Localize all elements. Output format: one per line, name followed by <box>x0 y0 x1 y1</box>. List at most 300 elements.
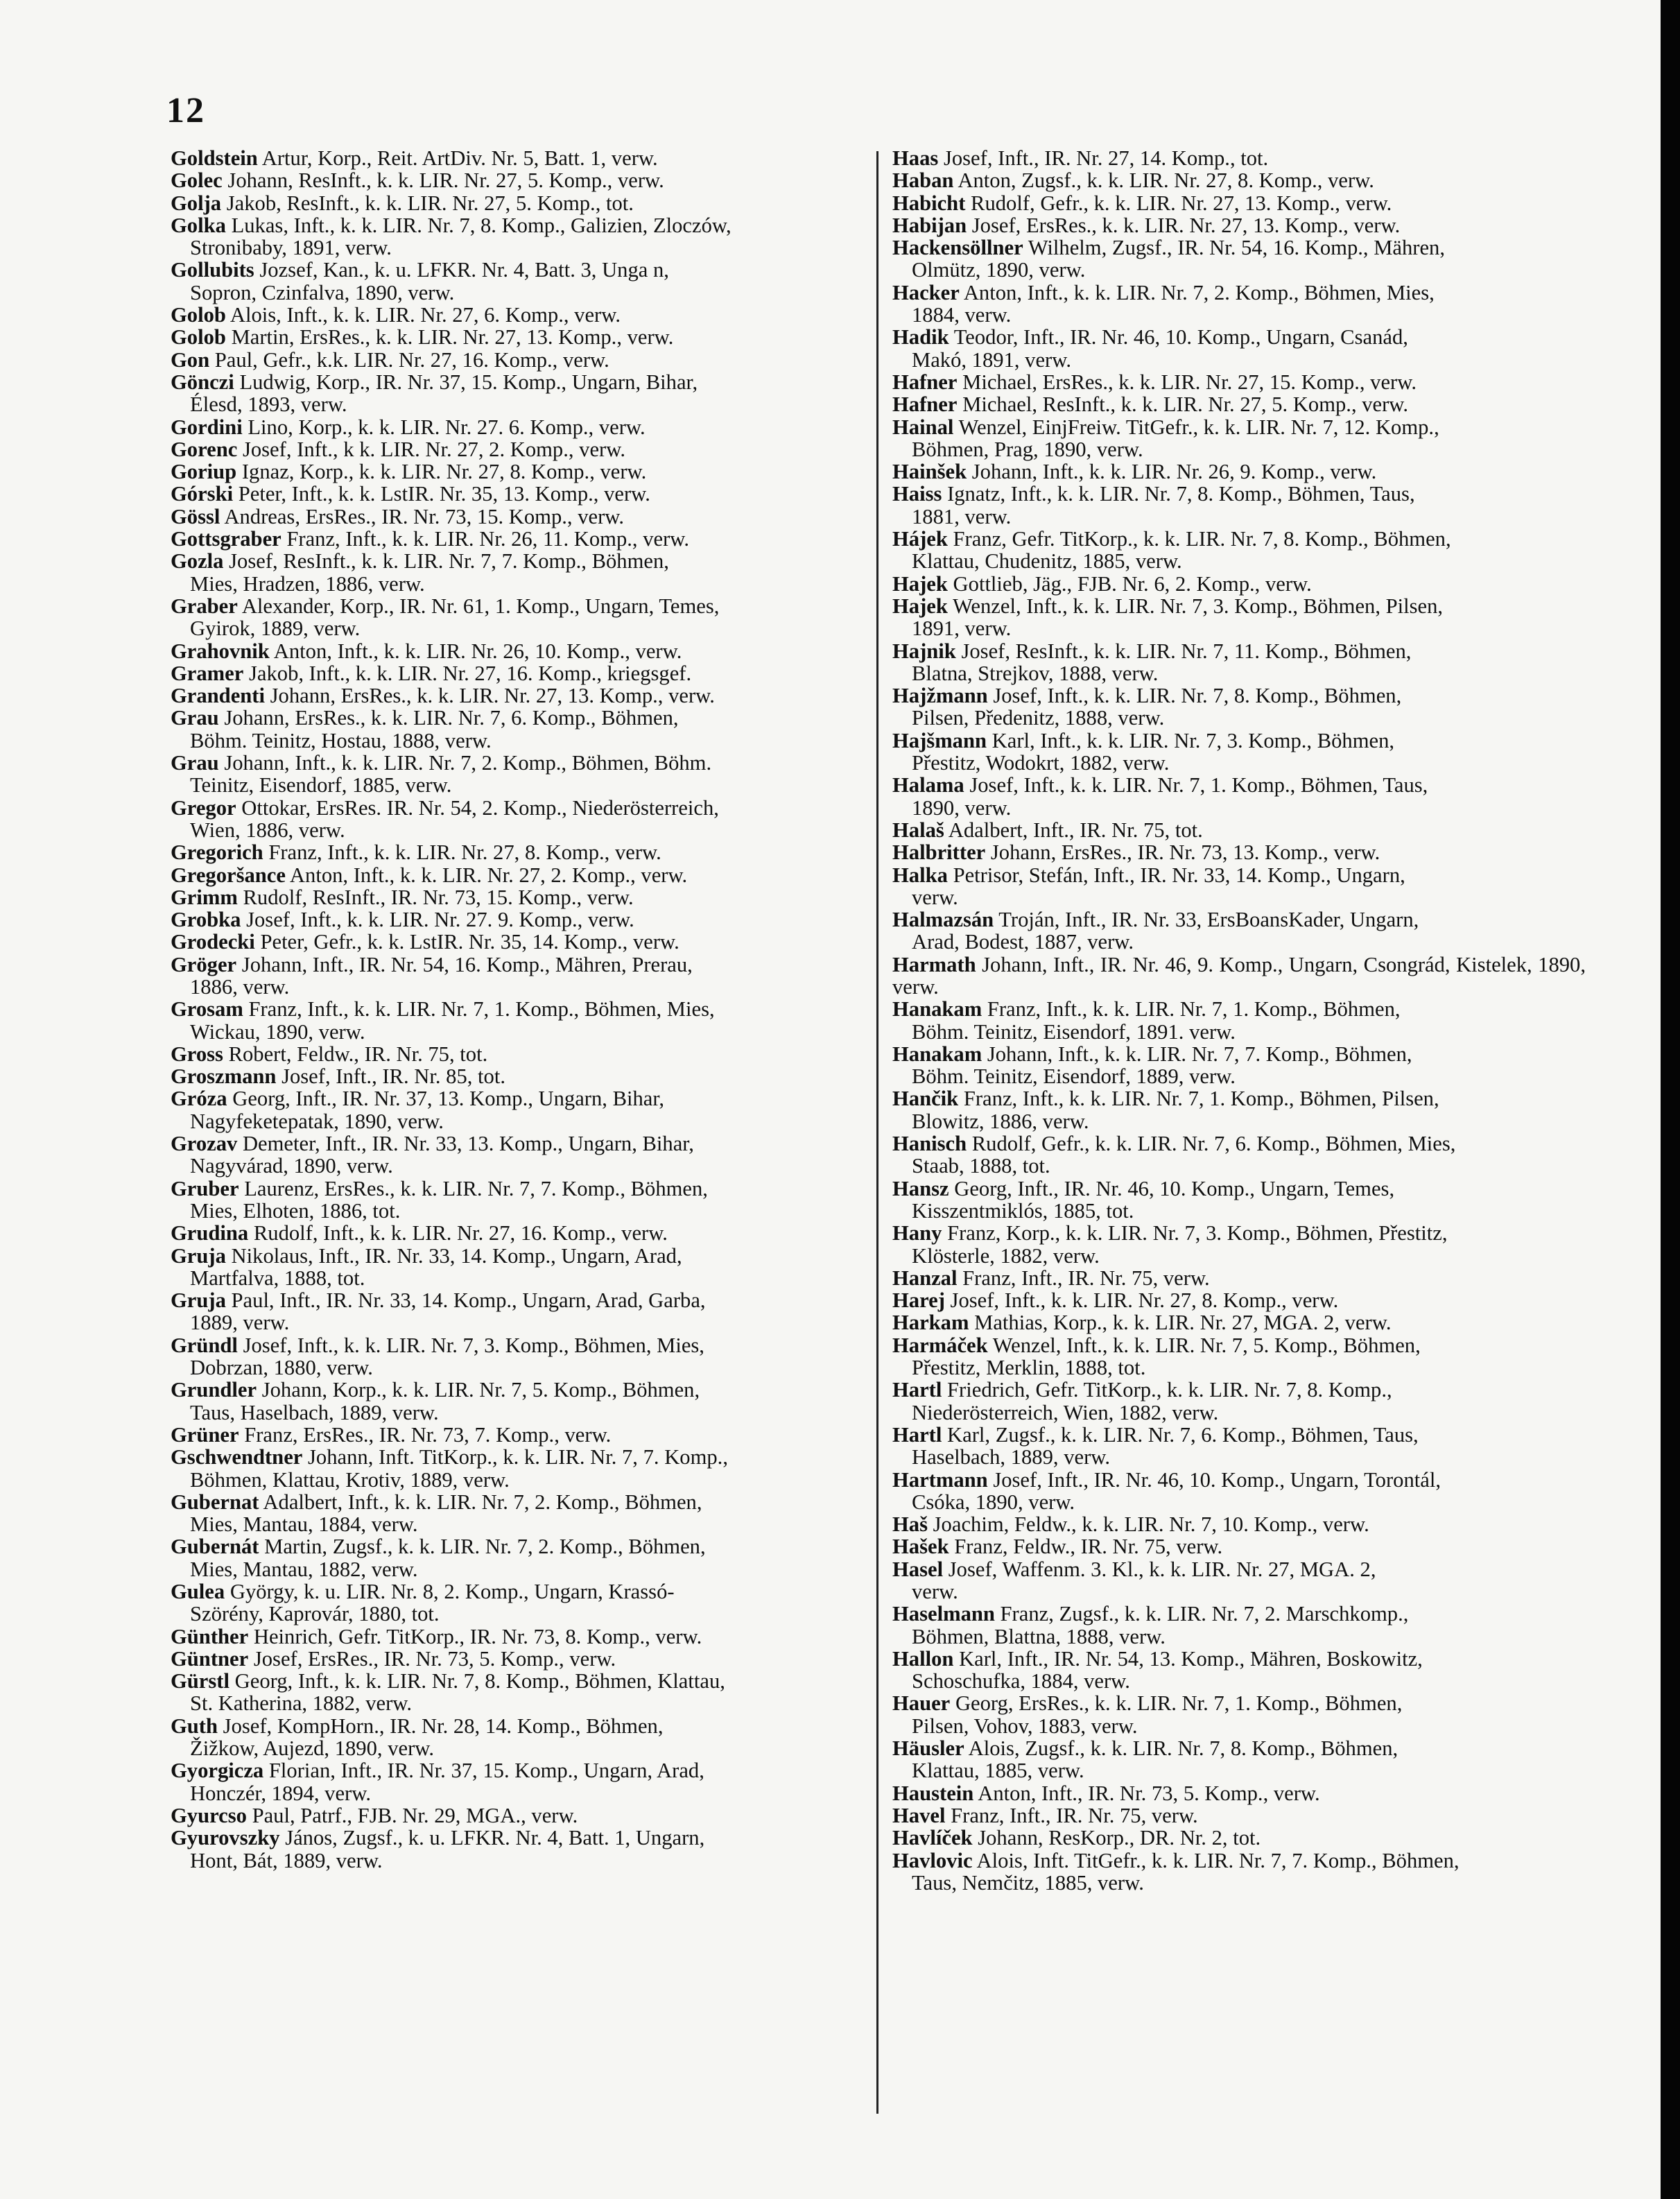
entry-surname: Grobka <box>171 908 241 932</box>
list-entry <box>171 528 864 550</box>
entry-first-line <box>892 863 1405 887</box>
entry-details: Josef, ErsRes., k. k. LIR. Nr. 27, 13. Komp., verw. <box>971 213 1401 237</box>
entry-surname: Hauer <box>892 1691 951 1716</box>
list-entry <box>171 1827 864 1872</box>
entry-details: Josef, Inft., k. k. LIR. Nr. 27, 8. Komp., verw. <box>950 1288 1339 1313</box>
entry-surname: Hančik <box>892 1087 959 1111</box>
entry-surname: Hajžmann <box>892 684 988 708</box>
entry-surname: Gottsgraber <box>171 527 282 551</box>
entry-surname: Groszmann <box>171 1064 277 1089</box>
entry-surname: Goriup <box>171 460 237 484</box>
entry-surname: Grimm <box>171 885 238 909</box>
entry-details: Jakob, ResInft., k. k. LIR. Nr. 27, 5. Komp., tot. <box>226 191 634 215</box>
entry-first-line <box>171 527 689 551</box>
entry-details: Johann, Inft., k. k. LIR. Nr. 26, 9. Komp., verw. <box>971 460 1377 484</box>
entry-first-line <box>892 1558 1376 1581</box>
entry-continuation: Kisszentmiklós, 1885, tot. <box>912 1198 1134 1223</box>
entry-details: Josef, Inft., k k. LIR. Nr. 27, 2. Komp., verw. <box>242 437 625 461</box>
list-entry <box>171 1065 864 1087</box>
entry-details: Anton, Inft., k. k. LIR. Nr. 27, 2. Komp., verw. <box>289 863 688 887</box>
list-entry <box>171 1087 864 1132</box>
entry-surname: Gyurovszky <box>171 1826 280 1850</box>
list-entry <box>892 684 1586 730</box>
entry-continuation: Hont, Bát, 1889, verw. <box>190 1848 383 1872</box>
entry-first-line <box>171 549 669 573</box>
entry-details: Lukas, Inft., k. k. LIR. Nr. 7, 8. Komp., Galizien, Zloczów, <box>231 213 731 237</box>
entry-first-line <box>892 1042 1412 1066</box>
entry-surname: Hackensöllner <box>892 236 1023 260</box>
list-entry <box>171 326 864 348</box>
entry-first-line <box>892 1468 1441 1492</box>
entry-details: Franz, Inft., IR. Nr. 75, verw. <box>951 1803 1198 1827</box>
entry-details: Rudolf, Gefr., k. k. LIR. Nr. 7, 6. Komp., Böhmen, Mies, <box>971 1132 1456 1156</box>
entry-continuation: Klösterle, 1882, verw. <box>912 1243 1100 1268</box>
entry-details: Karl, Zugsf., k. k. LIR. Nr. 7, 6. Komp., Böhmen, Taus, <box>947 1422 1419 1447</box>
list-entry <box>892 998 1586 1043</box>
scan-edge <box>1661 0 1680 2199</box>
entry-first-line <box>171 1535 706 1558</box>
entry-surname: Gyorgicza <box>171 1759 264 1783</box>
list-entry <box>171 1580 864 1625</box>
entry-surname: Havlovic <box>892 1848 973 1872</box>
entry-continuation: Szörény, Kaprovár, 1880, tot. <box>190 1602 440 1626</box>
entry-continuation: Stronibaby, 1891, verw. <box>190 236 392 260</box>
entry-surname: Górski <box>171 482 234 506</box>
entry-surname: Gschwendtner <box>171 1445 303 1469</box>
entry-continuation: Olmütz, 1890, verw. <box>912 258 1086 282</box>
entry-details: Robert, Feldw., IR. Nr. 75, tot. <box>228 1042 488 1066</box>
entry-details: Johann, Inft., k. k. LIR. Nr. 7, 2. Komp., Böhmen, Böhm. <box>224 751 712 775</box>
entry-details: Johann, ErsRes., k. k. LIR. Nr. 27, 13. Komp., verw. <box>270 684 715 708</box>
entry-first-line <box>171 1490 702 1514</box>
entry-details: Franz, Inft., k. k. LIR. Nr. 7, 1. Komp., Böhmen, Mies, <box>248 997 715 1021</box>
entry-first-line <box>171 1132 694 1155</box>
list-entry <box>171 1178 864 1223</box>
entry-first-line <box>171 348 609 372</box>
entry-details: Josef, Waffenm. 3. Kl., k. k. LIR. Nr. 27, MGA. 2, <box>948 1557 1376 1581</box>
entry-surname: Halmazsán <box>892 908 994 932</box>
entry-details: Johann, Inft., IR. Nr. 46, 9. Komp., Ungarn, Csongrád, Kistelek, 1890, verw. <box>892 952 1586 999</box>
list-entry <box>171 214 864 259</box>
entry-first-line <box>892 1177 1394 1200</box>
entry-first-line <box>892 1849 1460 1872</box>
entry-first-line <box>171 1177 708 1200</box>
entry-surname: Grandenti <box>171 684 265 708</box>
list-entry <box>171 662 864 684</box>
entry-details: György, k. u. LIR. Nr. 8, 2. Komp., Ungarn, Krassó- <box>230 1580 675 1603</box>
list-entry <box>892 1827 1586 1849</box>
entry-surname: Günther <box>171 1624 249 1648</box>
entry-continuation: Pilsen, Vohov, 1883, verw. <box>912 1714 1138 1738</box>
entry-details: Ignaz, Korp., k. k. LIR. Nr. 27, 8. Komp., verw. <box>241 460 647 484</box>
list-entry <box>171 841 864 863</box>
list-entry <box>171 1222 864 1244</box>
list-entry <box>892 214 1586 236</box>
entry-first-line <box>171 1759 704 1782</box>
entry-continuation: 1881, verw. <box>912 504 1012 528</box>
entry-details: Paul, Inft., IR. Nr. 33, 14. Komp., Ungarn, Arad, Garba, <box>231 1288 706 1313</box>
entry-surname: Gönczi <box>171 370 234 394</box>
entry-continuation: Haselbach, 1889, verw. <box>912 1445 1111 1469</box>
list-entry <box>171 438 864 460</box>
list-entry <box>171 259 864 304</box>
left-column <box>171 147 864 1872</box>
entry-surname: Gruja <box>171 1243 226 1268</box>
list-entry <box>171 595 864 640</box>
list-entry <box>171 1715 864 1760</box>
entry-first-line <box>892 191 1392 215</box>
entry-continuation: Teinitz, Eisendorf, 1885, verw. <box>190 773 452 797</box>
entry-continuation: 1884, verw. <box>912 303 1012 327</box>
entry-surname: Grau <box>171 706 219 730</box>
list-entry <box>892 1267 1586 1289</box>
entry-first-line <box>171 1288 706 1312</box>
entry-details: Adalbert, Inft., k. k. LIR. Nr. 7, 2. Komp., Böhmen, <box>263 1490 702 1514</box>
entry-first-line <box>171 1804 578 1827</box>
entry-details: Karl, Inft., IR. Nr. 54, 13. Komp., Mähren, Boskowitz, <box>959 1646 1423 1671</box>
entry-first-line <box>892 1132 1455 1155</box>
entry-first-line <box>892 773 1428 797</box>
entry-details: Rudolf, Inft., k. k. LIR. Nr. 27, 16. Komp., verw. <box>253 1221 668 1245</box>
entry-details: Josef, Inft., k. k. LIR. Nr. 7, 1. Komp., Böhmen, Taus, <box>969 773 1428 797</box>
list-entry <box>171 1804 864 1827</box>
entry-surname: Hašek <box>892 1535 949 1559</box>
entry-continuation: Böhmen, Blattna, 1888, verw. <box>912 1624 1166 1648</box>
entry-first-line <box>171 1042 487 1066</box>
entry-surname: Hanisch <box>892 1132 967 1156</box>
entry-first-line <box>171 1826 704 1849</box>
entry-details: Johann, ResKorp., DR. Nr. 2, tot. <box>978 1826 1261 1850</box>
entry-surname: Hanzal <box>892 1266 958 1290</box>
entry-details: Georg, ErsRes., k. k. LIR. Nr. 7, 1. Komp., Böhmen, <box>955 1691 1403 1716</box>
entry-continuation: Böhmen, Klattau, Krotiv, 1889, verw. <box>190 1467 510 1492</box>
entry-continuation: 1886, verw. <box>190 974 290 999</box>
list-entry <box>171 483 864 505</box>
entry-first-line <box>892 1826 1261 1849</box>
entry-details: Anton, Inft., IR. Nr. 73, 5. Komp., verw. <box>978 1781 1320 1805</box>
entry-details: Wenzel, Inft., k. k. LIR. Nr. 7, 3. Komp., Böhmen, Pilsen, <box>953 594 1444 618</box>
entry-continuation: Taus, Nemčitz, 1885, verw. <box>912 1870 1144 1895</box>
entry-continuation: Mies, Mantau, 1884, verw. <box>190 1512 418 1537</box>
entry-first-line <box>892 1782 1320 1805</box>
entry-first-line <box>892 594 1443 618</box>
entry-continuation: Pilsen, Předenitz, 1888, verw. <box>912 706 1165 730</box>
entry-details: Josef, Inft., IR. Nr. 85, tot. <box>282 1064 505 1089</box>
entry-surname: Golec <box>171 169 223 193</box>
entry-surname: Gregorich <box>171 840 263 865</box>
entry-surname: Harkam <box>892 1311 969 1335</box>
entry-details: Josef, ResInft., k. k. LIR. Nr. 7, 11. Komp., Böhmen, <box>961 639 1412 663</box>
entry-first-line <box>171 1669 725 1693</box>
entry-details: Artur, Korp., Reit. ArtDiv. Nr. 5, Batt. 1, verw. <box>261 146 658 170</box>
entry-continuation: 1890, verw. <box>912 795 1012 820</box>
list-entry <box>892 1132 1586 1178</box>
entry-first-line <box>171 1378 700 1402</box>
entry-surname: Hanakam <box>892 997 982 1021</box>
entry-details: Wenzel, EinjFreiw. TitGefr., k. k. LIR. Nr. 7, 12. Komp., <box>958 415 1439 439</box>
list-entry <box>892 1379 1586 1424</box>
entry-first-line <box>892 572 1312 596</box>
entry-details: Laurenz, ErsRes., k. k. LIR. Nr. 7, 7. Komp., Böhmen, <box>244 1176 708 1200</box>
list-entry <box>892 908 1586 954</box>
entry-details: Jozsef, Kan., k. u. LFKR. Nr. 4, Batt. 3, Unga n, <box>259 258 669 282</box>
list-entry <box>892 460 1586 483</box>
list-entry <box>892 528 1586 573</box>
entry-continuation: Csóka, 1890, verw. <box>912 1490 1075 1514</box>
entry-details: Heinrich, Gefr. TitKorp., IR. Nr. 73, 8. Komp., verw. <box>253 1624 702 1648</box>
entry-details: Josef, Inft., k. k. LIR. Nr. 7, 3. Komp., Böhmen, Mies, <box>243 1333 704 1357</box>
entry-surname: Gürstl <box>171 1669 230 1693</box>
entry-continuation: St. Katherina, 1882, verw. <box>190 1691 413 1716</box>
list-entry <box>892 1603 1586 1648</box>
entry-first-line <box>171 325 673 349</box>
entry-details: Franz, Inft., k. k. LIR. Nr. 7, 1. Komp., Böhmen, <box>987 997 1401 1021</box>
list-entry <box>892 1513 1586 1535</box>
entry-first-line <box>171 751 711 775</box>
entry-surname: Havel <box>892 1803 946 1827</box>
entry-details: Johann, Korp., k. k. LIR. Nr. 7, 5. Komp., Böhmen, <box>261 1378 700 1402</box>
entry-first-line <box>171 370 698 394</box>
list-entry <box>171 1759 864 1804</box>
entry-surname: Güntner <box>171 1646 249 1671</box>
entry-first-line <box>892 1423 1419 1447</box>
entry-details: Mathias, Korp., k. k. LIR. Nr. 27, MGA. 2, verw. <box>974 1311 1392 1335</box>
entry-first-line <box>171 258 669 282</box>
list-entry <box>892 147 1586 169</box>
entry-first-line <box>892 214 1400 237</box>
entry-first-line <box>171 1647 616 1671</box>
entry-continuation: Taus, Haselbach, 1889, verw. <box>190 1400 439 1424</box>
entry-details: Josef, Inft., IR. Nr. 46, 10. Komp., Ungarn, Torontál, <box>993 1467 1441 1492</box>
list-entry <box>171 1535 864 1580</box>
entry-first-line <box>892 1602 1408 1625</box>
entry-continuation: Böhm. Teinitz, Eisendorf, 1889, verw. <box>912 1064 1236 1089</box>
entry-details: Teodor, Inft., IR. Nr. 46, 10. Komp., Ungarn, Csanád, <box>953 325 1408 350</box>
entry-first-line <box>892 1221 1448 1245</box>
entry-first-line <box>171 1064 505 1088</box>
entry-surname: Grüner <box>171 1422 239 1447</box>
list-entry <box>892 1804 1586 1827</box>
list-entry <box>171 908 864 931</box>
entry-first-line <box>171 840 661 864</box>
entry-details: Josef, ErsRes., IR. Nr. 73, 5. Komp., verw. <box>253 1646 616 1671</box>
list-entry <box>892 1334 1586 1379</box>
entry-surname: Hasel <box>892 1557 944 1581</box>
entry-first-line <box>171 460 646 483</box>
entry-details: Franz, Inft., k. k. LIR. Nr. 27, 8. Komp., verw. <box>268 840 661 865</box>
entry-surname: Harmath <box>892 952 976 976</box>
entry-details: Josef, KompHorn., IR. Nr. 28, 14. Komp., Böhmen, <box>223 1714 664 1738</box>
entry-surname: Haban <box>892 169 954 193</box>
list-entry <box>171 506 864 528</box>
entry-surname: Goldstein <box>171 146 258 170</box>
list-entry <box>892 1737 1586 1782</box>
entry-continuation: Schoschufka, 1884, verw. <box>912 1669 1130 1693</box>
entry-details: Anton, Inft., k. k. LIR. Nr. 26, 10. Komp., verw. <box>273 639 682 663</box>
entry-surname: Gramer <box>171 661 244 685</box>
list-entry <box>892 1178 1586 1223</box>
list-entry <box>171 1491 864 1536</box>
entry-first-line <box>171 1334 704 1357</box>
entry-first-line <box>892 908 1419 931</box>
list-entry <box>171 192 864 214</box>
entry-continuation: Staab, 1888, tot. <box>912 1154 1050 1178</box>
entry-surname: Gollubits <box>171 258 254 282</box>
entry-details: Rudolf, ResInft., IR. Nr. 73, 15. Komp., verw. <box>243 885 634 909</box>
entry-continuation: verw. <box>912 1580 958 1603</box>
entry-continuation: Nagyvárad, 1890, verw. <box>190 1154 393 1178</box>
entry-continuation: Élesd, 1893, verw. <box>190 393 347 417</box>
entry-first-line <box>171 1423 611 1447</box>
entry-first-line <box>171 953 693 976</box>
entry-details: Jakob, Inft., k. k. LIR. Nr. 27, 16. Komp., kriegsgef. <box>248 661 692 685</box>
entry-surname: Gyurcso <box>171 1803 247 1827</box>
entry-details: Florian, Inft., IR. Nr. 37, 15. Komp., Ungarn, Arad, <box>268 1759 704 1783</box>
entry-details: Johann, ErsRes., k. k. LIR. Nr. 7, 6. Komp., Böhmen, <box>224 706 679 730</box>
entry-details: Josef, Inft., k. k. LIR. Nr. 7, 8. Komp., Böhmen, <box>993 684 1402 708</box>
list-entry <box>171 1424 864 1446</box>
entry-surname: Hartmann <box>892 1467 988 1492</box>
list-entry <box>892 326 1586 371</box>
entry-surname: Gössl <box>171 504 220 528</box>
entry-surname: Hafner <box>892 370 958 394</box>
entry-surname: Grodecki <box>171 930 255 954</box>
entry-details: Johann, ErsRes., IR. Nr. 73, 13. Komp., verw. <box>990 840 1380 865</box>
entry-surname: Halka <box>892 863 948 887</box>
entry-details: Peter, Gefr., k. k. LstIR. Nr. 35, 14. Komp., verw. <box>260 930 679 954</box>
entry-continuation: Nagyfeketepatak, 1890, verw. <box>190 1109 444 1133</box>
entry-surname: Hajnik <box>892 639 956 663</box>
entry-continuation: Böhm. Teinitz, Eisendorf, 1891. verw. <box>912 1019 1236 1044</box>
entry-surname: Hajšmann <box>892 728 987 752</box>
entry-first-line <box>171 908 634 931</box>
entry-details: Ignatz, Inft., k. k. LIR. Nr. 7, 8. Komp., Böhmen, Taus, <box>947 482 1415 506</box>
list-entry <box>892 864 1586 909</box>
entry-continuation: Wickau, 1890, verw. <box>190 1019 365 1044</box>
entry-surname: Gruber <box>171 1176 239 1200</box>
entry-details: Franz, Zugsf., k. k. LIR. Nr. 7, 2. Marschkomp., <box>1000 1602 1409 1626</box>
entry-details: Wenzel, Inft., k. k. LIR. Nr. 7, 5. Komp., Böhmen, <box>992 1333 1421 1357</box>
entry-first-line <box>171 191 634 215</box>
entry-details: Alois, Inft., k. k. LIR. Nr. 27, 6. Komp., verw. <box>230 303 621 327</box>
entry-first-line <box>171 930 679 954</box>
entry-details: Anton, Inft., k. k. LIR. Nr. 7, 2. Komp., Böhmen, Mies, <box>963 280 1435 304</box>
entry-continuation: Böhmen, Prag, 1890, verw. <box>912 437 1143 461</box>
entry-details: Michael, ResInft., k. k. LIR. Nr. 27, 5. Komp., verw. <box>962 393 1409 417</box>
list-entry <box>171 1670 864 1715</box>
entry-surname: Haas <box>892 146 939 170</box>
list-entry <box>171 1379 864 1424</box>
entry-surname: Hallon <box>892 1646 954 1671</box>
entry-surname: Gruja <box>171 1288 226 1313</box>
entry-first-line <box>171 997 715 1021</box>
entry-surname: Hainal <box>892 415 954 439</box>
entry-first-line <box>892 1691 1402 1715</box>
list-entry <box>171 371 864 416</box>
list-entry <box>892 774 1586 819</box>
list-entry <box>171 864 864 886</box>
entry-surname: Guth <box>171 1714 218 1738</box>
entry-details: Adalbert, Inft., IR. Nr. 75, tot. <box>948 818 1203 842</box>
entry-surname: Halbritter <box>892 840 986 865</box>
entry-first-line <box>892 997 1401 1021</box>
list-entry <box>892 1535 1586 1558</box>
entry-continuation: Mies, Elhoten, 1886, tot. <box>190 1198 401 1223</box>
list-entry <box>171 797 864 842</box>
list-entry <box>892 1289 1586 1311</box>
list-entry <box>892 393 1586 415</box>
entry-first-line <box>892 169 1374 192</box>
list-entry <box>892 169 1586 191</box>
list-entry <box>892 730 1586 775</box>
entry-details: Nikolaus, Inft., IR. Nr. 33, 14. Komp., Ungarn, Arad, <box>231 1243 682 1268</box>
entry-first-line <box>892 1804 1198 1827</box>
entry-surname: Gróza <box>171 1087 227 1111</box>
entry-first-line <box>892 415 1439 439</box>
list-entry <box>892 640 1586 685</box>
entry-details: Franz, Inft., k. k. LIR. Nr. 7, 1. Komp., Böhmen, Pilsen, <box>963 1087 1439 1111</box>
entry-surname: Gulea <box>171 1580 225 1603</box>
entry-surname: Hartl <box>892 1378 942 1402</box>
entry-first-line <box>892 527 1451 551</box>
entry-details: Paul, Patrf., FJB. Nr. 29, MGA., verw. <box>252 1803 578 1827</box>
entry-continuation: Honczér, 1894, verw. <box>190 1781 371 1805</box>
entry-details: Rudolf, Gefr., k. k. LIR. Nr. 27, 13. Komp., verw. <box>971 191 1392 215</box>
entry-first-line <box>892 236 1445 259</box>
list-entry <box>892 573 1586 595</box>
entry-first-line <box>171 639 682 663</box>
entry-surname: Hajek <box>892 594 948 618</box>
entry-surname: Grau <box>171 751 219 775</box>
entry-details: Ludwig, Korp., IR. Nr. 37, 15. Komp., Ungarn, Bihar, <box>239 370 698 394</box>
entry-details: Georg, Inft., IR. Nr. 46, 10. Komp., Ungarn, Temes, <box>954 1176 1395 1200</box>
entry-surname: Gozla <box>171 549 224 574</box>
entry-first-line <box>892 840 1380 864</box>
list-entry <box>892 1469 1586 1514</box>
list-entry <box>171 752 864 797</box>
entry-continuation: Mies, Mantau, 1882, verw. <box>190 1557 418 1581</box>
list-entry <box>171 1648 864 1670</box>
entry-first-line <box>892 1334 1421 1357</box>
entry-first-line <box>171 594 719 618</box>
entry-surname: Gubernat <box>171 1490 259 1514</box>
entry-details: Joachim, Feldw., k. k. LIR. Nr. 7, 10. Komp., verw. <box>933 1512 1369 1537</box>
entry-details: Martin, ErsRes., k. k. LIR. Nr. 27, 13. Komp., verw. <box>231 325 674 350</box>
entry-first-line <box>171 505 624 528</box>
entry-details: Wilhelm, Zugsf., IR. Nr. 54, 16. Komp., Mähren, <box>1028 236 1446 260</box>
list-entry <box>171 954 864 999</box>
entry-first-line <box>892 1311 1391 1334</box>
entry-surname: Hájek <box>892 527 948 551</box>
entry-surname: Grozav <box>171 1132 238 1156</box>
entry-surname: Havlíček <box>892 1826 973 1850</box>
entry-details: Johann, Inft., IR. Nr. 54, 16. Komp., Mähren, Prerau, <box>241 952 693 976</box>
entry-first-line <box>171 482 650 506</box>
entry-surname: Golob <box>171 325 226 350</box>
entry-surname: Halama <box>892 773 964 797</box>
list-entry <box>892 1692 1586 1737</box>
list-entry <box>171 1132 864 1178</box>
list-entry <box>171 886 864 908</box>
entry-first-line <box>171 1714 663 1738</box>
entry-details: Lino, Korp., k. k. LIR. Nr. 27. 6. Komp., verw. <box>248 415 646 439</box>
entry-continuation: Klattau, 1885, verw. <box>912 1759 1084 1783</box>
entry-first-line <box>892 482 1415 506</box>
entry-first-line <box>171 438 625 461</box>
entry-surname: Grundler <box>171 1378 257 1402</box>
entry-details: Franz, Korp., k. k. LIR. Nr. 7, 3. Komp., Böhmen, Přestitz, <box>947 1221 1448 1245</box>
list-entry <box>892 954 1586 999</box>
